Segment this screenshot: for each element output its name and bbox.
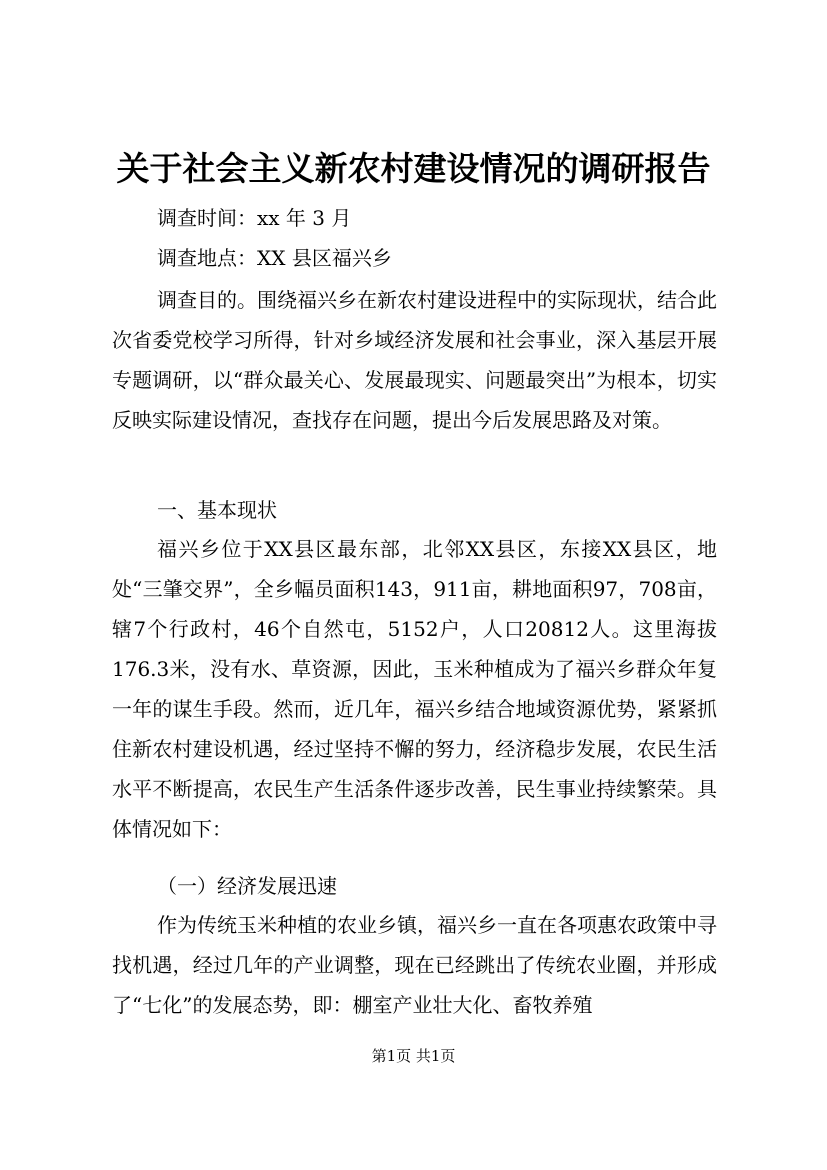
subsection-heading: （一）经济发展迅速 [157, 874, 337, 898]
subsection-paragraph: 作为传统玉米种植的农业乡镇，福兴乡一直在各项惠农政策中寻找机遇，经过几年的产业调整，现在已经跳出了传统农业圈，并形成了“七化”的发展态势，即：棚室产业壮大化、畜牧养殖 [112, 913, 717, 1017]
document-title: 关于社会主义新农村建设情况的调研报告 [116, 149, 711, 188]
page-footer: 第1页 共1页 [371, 1047, 456, 1065]
survey-time: 调查时间：xx 年 3 月 [157, 206, 352, 230]
section-paragraph: 福兴乡位于XX县区最东部，北邻XX县区，东接XX县区，地处“三肇交界”，全乡幅员面积143，911亩，耕地面积97，708亩，辖7个行政村，46个自然屯，5152户，人口20812人。这里海拔176.3米，没有水、草资源，因此，玉米种植成为了福兴乡群众年复一年的谋生手段。然而，近几年，福兴乡结合地域资源优势，紧紧抓住新农村建设机遇，经过坚持不懈的努力，经济稳步发展，农民生活水平不断提高，农民生产生活条件逐步改善，民生事业持续繁荣。具体情况如下： [112, 537, 717, 841]
section-heading: 一、基本现状 [157, 498, 277, 522]
survey-place: 调查地点：XX 县区福兴乡 [157, 246, 392, 270]
purpose-paragraph: 调查目的。围绕福兴乡在新农村建设进程中的实际现状，结合此次省委党校学习所得，针对乡域经济发展和社会事业，深入基层开展专题调研，以“群众最关心、发展最现实、问题最突出”为根本，切实反映实际建设情况，查找存在问题，提出今后发展思路及对策。 [112, 288, 717, 432]
